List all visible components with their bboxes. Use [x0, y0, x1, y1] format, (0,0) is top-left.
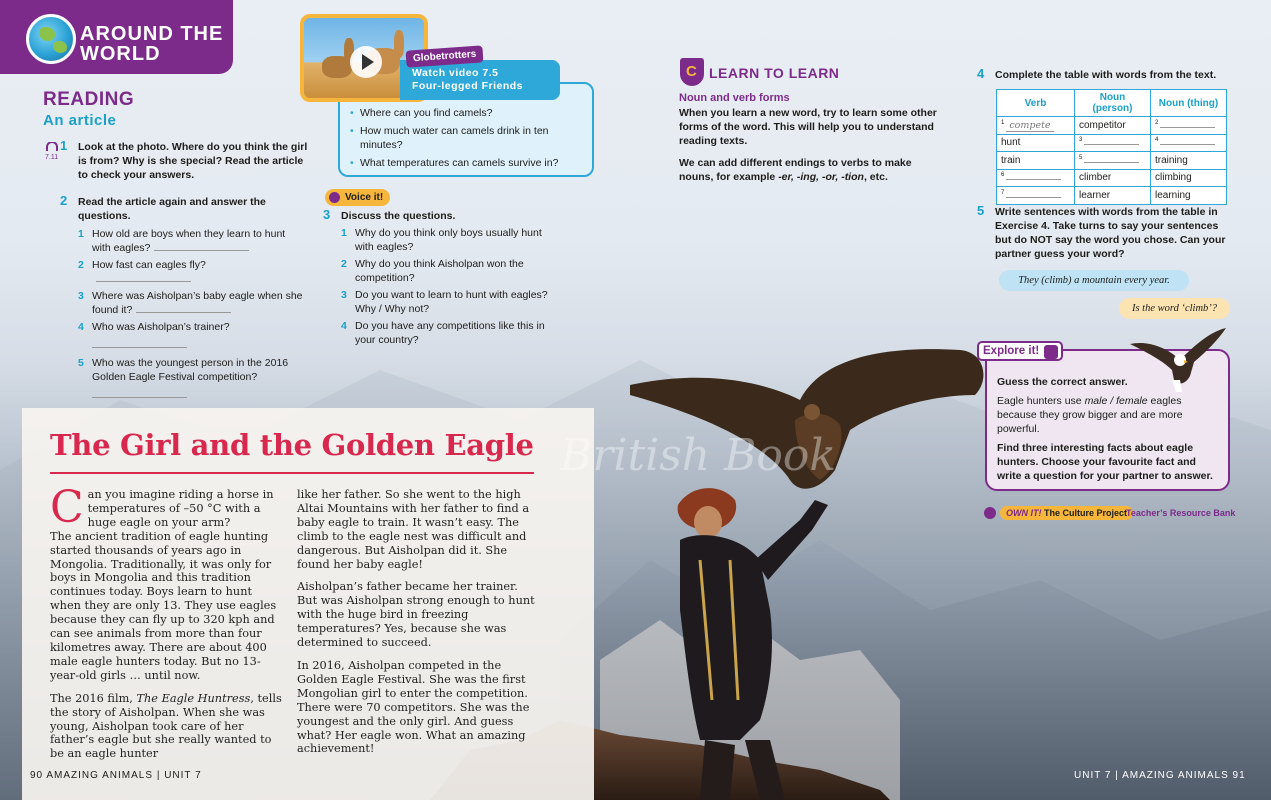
question-item: 5 Who was the youngest person in the 2016 Golden Eagle Festival competition? — [78, 356, 303, 398]
table-cell: $^1$ compete — [997, 117, 1075, 135]
table-cell-blank[interactable]: 5 — [1075, 152, 1151, 170]
article-paragraph: In 2016, Aisholpan competed in the Golden Eagle Festival. She was the first Mongolian girl to enter the competition. There were 70 competitors. She was the youngest and the only girl. And guess what? Her eagle won. What an amazing achievement! — [297, 658, 530, 756]
explore-task: Find three interesting facts about eagle hunters. Choose your favourite fact and write a question for your partner to answer. — [997, 442, 1213, 482]
exercise-number: 4 — [977, 66, 985, 81]
table-cell: learner — [1075, 187, 1151, 205]
table-row — [997, 152, 1227, 170]
bald-eagle-image — [1128, 326, 1228, 396]
answer-line[interactable] — [92, 340, 187, 348]
own-it-link[interactable] — [984, 506, 1133, 520]
article-paragraph: Can you imagine riding a horse in temperatures of –50 °C with a huge eagle on your arm? The ancient tradition of eagle hunting started thousands of years ago in Mongolia. Traditionally, it was only for boys in Mongolia and this tradition continues today. Boys learn to hunt when they are only 13. They use eagles because they can fly up to 320 kph and can see animals from more than four kilometres away. There are about 400 male eagle hunters today. But no 13-year-old girls … until now. — [50, 482, 277, 682]
explore-question: Eagle hunters use male / female eagles because they grow bigger and are more powerful. — [997, 395, 1183, 435]
explore-title: Guess the correct answer. — [997, 376, 1128, 388]
video-question: • Where can you find camels? — [350, 106, 582, 120]
table-cell: climber — [1075, 169, 1151, 187]
table-cell: learning — [1151, 187, 1227, 205]
audio-icon[interactable] — [45, 142, 59, 161]
tip-paragraph: We can add different endings to verbs to make nouns, for example -er, -ing, -or, -tion, etc. — [679, 157, 912, 183]
exercise-5 — [977, 203, 1230, 261]
exercise-4 — [977, 66, 1235, 82]
question-item: 3 Do you want to learn to hunt with eagles? Why / Why not? — [341, 289, 548, 315]
article-paragraph: Aisholpan’s father became her trainer. But was Aisholpan strong enough to hunt with the huge bird in freezing temperatures? Yes, because she was determined to succeed. — [297, 580, 535, 650]
column-header: Verb — [997, 90, 1075, 117]
answer-line[interactable] — [154, 243, 249, 251]
table-cell: competitor — [1075, 117, 1151, 135]
globetrotters-tag: Globetrotters — [406, 45, 484, 67]
table-row — [997, 187, 1227, 205]
speech-bubble-1: They (climb) a mountain every year. — [999, 270, 1189, 291]
exercise-instruction: Write sentences with words from the table in Exercise 4. Take turns to say your sentences but do NOT say the word you chose. Can your partner guess your word? — [995, 206, 1226, 260]
video-question: • How much water can camels drink in ten minutes? — [350, 124, 582, 152]
question-item: 3 Where was Aisholpan’s baby eagle when she found it? — [78, 290, 303, 316]
table-row — [997, 169, 1227, 187]
article-title: The Girl and the Golden Eagle — [50, 428, 534, 462]
exercise-number: 1 — [60, 138, 68, 153]
exercise-3 — [323, 207, 556, 347]
table-header-row — [997, 90, 1227, 117]
footer-left-page: 90 AMAZING ANIMALS | UNIT 7 — [30, 770, 202, 781]
globe-icon — [26, 14, 76, 64]
article-paragraph: The 2016 film, The Eagle Huntress, tells the story of Aisholpan. When she was young, Aisholpan took care of her father’s eagle but she really wanted to be an eagle hunter — [50, 691, 282, 761]
audio-track-number: 7.11 — [45, 154, 59, 161]
table-cell-blank[interactable]: 6 — [997, 169, 1075, 187]
question-item: 1 Why do you think only boys usually hunt with eagles? — [341, 227, 542, 253]
section-subtitle: An article — [43, 112, 117, 129]
exercise-instruction: Read the article again and answer the questions. — [78, 196, 266, 222]
table-cell-blank[interactable]: 2 — [1151, 117, 1227, 135]
speech-bubble-2: Is the word ‘climb’? — [1119, 298, 1230, 319]
table-cell-blank[interactable]: 3 — [1075, 134, 1151, 152]
question-item: 2 Why do you think Aisholpan won the competition? — [341, 258, 524, 284]
own-it-pill: OWN IT! The Culture Project — [1000, 506, 1133, 520]
column-header: Noun (thing) — [1151, 90, 1227, 117]
explore-it-tag: Explore it! — [977, 341, 1063, 361]
answer-line[interactable] — [92, 390, 187, 398]
exercise-instruction: Look at the photo. Where do you think the girl is from? Why is she special? Read the article to check your answers. — [78, 141, 308, 181]
drop-cap: C — [50, 482, 84, 533]
learn-to-learn-text — [679, 106, 944, 192]
question-item: 4 Do you have any competitions like this in your country? — [341, 320, 545, 346]
table-cell-blank[interactable]: 4 — [1151, 134, 1227, 152]
exercise-number: 5 — [977, 203, 985, 218]
voice-it-tag: Voice it! — [325, 189, 390, 206]
table-cell-blank[interactable]: 7 — [997, 187, 1075, 205]
exercise-1 — [60, 138, 313, 182]
question-item: 1 How old are boys when they learn to hunt with eagles? — [78, 228, 286, 254]
answer-line[interactable] — [96, 274, 191, 282]
watermark: British Book — [560, 430, 837, 481]
article-column-1 — [50, 482, 286, 770]
section-title: READING — [43, 89, 135, 110]
title-divider — [50, 472, 534, 474]
learn-to-learn-subtitle: Noun and verb forms — [679, 92, 790, 104]
table-row — [997, 134, 1227, 152]
exercise-instruction: Discuss the questions. — [341, 210, 456, 222]
article-column-2 — [297, 488, 537, 765]
exercise-2 — [60, 193, 303, 398]
table-cell: hunt — [997, 134, 1075, 152]
table-row — [997, 117, 1227, 135]
learn-to-learn-title: LEARN TO LEARN — [709, 65, 840, 81]
table-cell: training — [1151, 152, 1227, 170]
play-icon[interactable] — [350, 46, 382, 78]
tip-paragraph: When you learn a new word, try to learn some other forms of the word. This will help you to understand reading texts. — [679, 107, 937, 147]
footer-right-page: UNIT 7 | AMAZING ANIMALS 91 — [1074, 770, 1246, 781]
table-cell: train — [997, 152, 1075, 170]
cursor-icon — [984, 507, 996, 519]
learn-to-learn-icon — [680, 58, 704, 86]
exercise-number: 3 — [323, 207, 331, 222]
unit-badge-title: AROUND THE WORLD — [80, 23, 224, 65]
answer-line[interactable] — [136, 305, 231, 313]
teachers-resource-bank: Teacher’s Resource Bank — [1126, 508, 1236, 518]
question-item: 4 Who was Aisholpan’s trainer? — [78, 320, 303, 348]
column-header: Noun (person) — [1075, 90, 1151, 117]
word-forms-table — [996, 89, 1227, 205]
video-title: Four-legged Friends — [412, 80, 524, 92]
table-cell: climbing — [1151, 169, 1227, 187]
video-question: • What temperatures can camels survive in? — [350, 156, 582, 170]
question-item: 2 How fast can eagles fly? — [78, 258, 303, 286]
exercise-number: 2 — [60, 193, 68, 208]
article-paragraph: like her father. So she went to the high Altai Mountains with her father to find a baby eagle to train. It wasn’t easy. The climb to the eagle nest was difficult and dangerous. But Aisholpan did it. She found her baby eagle! — [297, 488, 530, 571]
video-number: Watch video 7.5 — [412, 67, 499, 79]
exercise-instruction: Complete the table with words from the text. — [995, 69, 1217, 81]
